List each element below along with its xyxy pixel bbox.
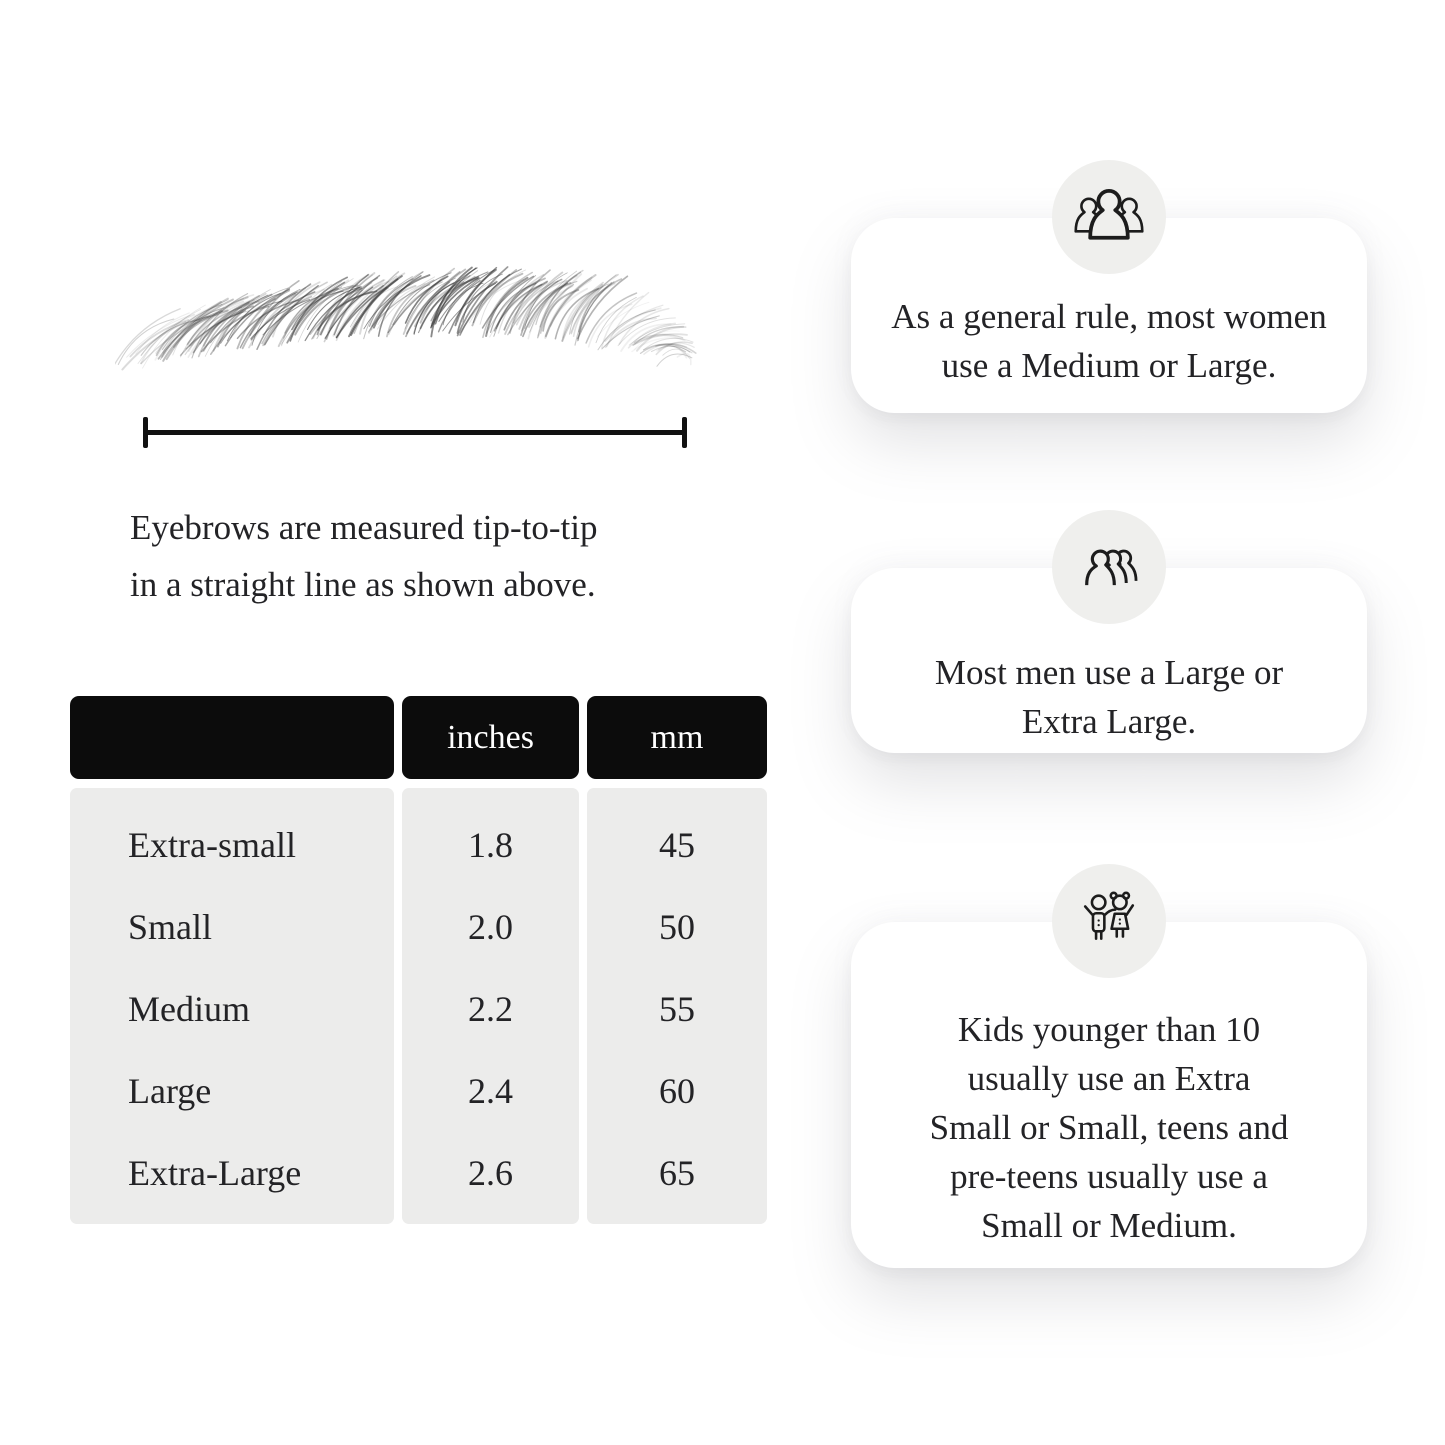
icon-circle [1052,510,1166,624]
card-text-line: Most men use a Large or [934,653,1284,692]
size-cell: Extra-small [128,825,296,865]
guide-card-kids [851,922,1367,1268]
card-text [891,292,1326,390]
size-name-column [70,788,394,1224]
size-table-body [70,788,767,1224]
card-text-line: As a general rule, most women [891,297,1327,336]
inches-cell: 1.8 [468,825,513,865]
header-cell-blank [70,696,394,779]
caption-line-2: in a straight line as shown above. [130,565,596,604]
children-icon [1075,890,1143,952]
mm-cell: 65 [659,1153,695,1193]
card-text-line: Extra Large. [1021,702,1197,741]
card-text-line: pre-teens usually use a [950,1157,1268,1196]
mm-cell: 45 [659,825,695,865]
caption-line-1: Eyebrows are measured tip-to-tip [130,508,598,547]
header-cell-mm: mm [587,696,767,779]
inches-cell: 2.6 [468,1153,513,1193]
women-group-icon [1075,186,1143,248]
size-table [70,696,767,1224]
size-cell: Medium [128,989,250,1029]
size-cell: Large [128,1071,212,1111]
measurement-caption [130,499,730,613]
card-text-line: usually use an Extra [967,1059,1251,1098]
header-cell-inches: inches [402,696,579,779]
tip-to-tip-measurement-line [145,430,685,435]
eyebrow-figure [115,232,700,407]
inches-column [402,788,579,1224]
card-text [930,1005,1289,1250]
size-cell: Small [128,907,213,947]
inches-cell: 2.4 [468,1071,513,1111]
icon-circle [1052,864,1166,978]
eyebrow-sketch [115,232,700,407]
card-text-line: Small or Small, teens and [929,1108,1289,1147]
size-table-header [70,696,767,779]
guide-card-men [851,568,1367,753]
size-cell: Extra-Large [128,1153,302,1193]
inches-cell: 2.2 [468,989,513,1029]
guide-card-women [851,218,1367,413]
card-text-line: Kids younger than 10 [957,1010,1261,1049]
mm-cell: 60 [659,1071,695,1111]
card-text-line: Small or Medium. [981,1206,1237,1245]
mm-column [587,788,767,1224]
icon-circle [1052,160,1166,274]
inches-cell: 2.0 [468,907,513,947]
card-text-line: use a Medium or Large. [941,346,1277,385]
card-text [935,648,1283,746]
mm-cell: 50 [659,907,695,947]
mm-cell: 55 [659,989,695,1029]
men-group-icon [1075,536,1143,598]
